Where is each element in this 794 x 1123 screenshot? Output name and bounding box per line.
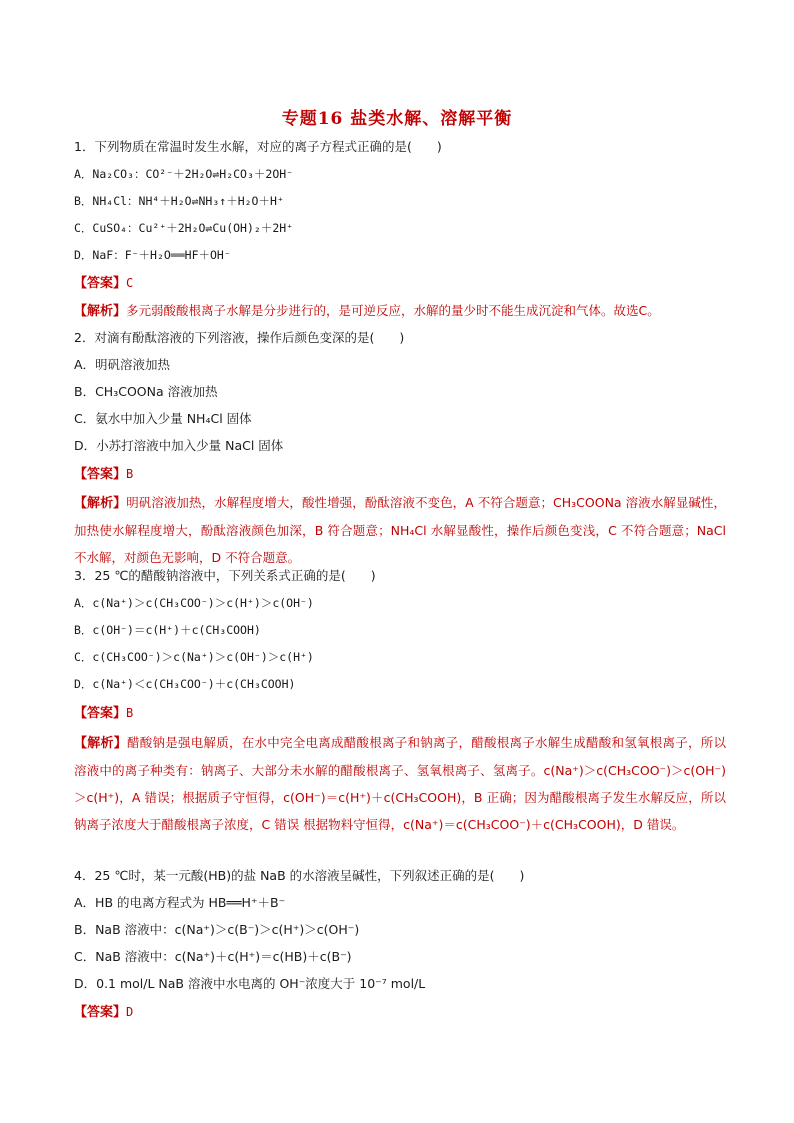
question-2-analysis bbox=[74, 489, 726, 571]
question-4-option-b: B．NaB 溶液中：c(Na⁺)＞c(B⁻)＞c(H⁺)＞c(OH⁻) bbox=[74, 922, 360, 937]
answer-value: C bbox=[126, 276, 134, 290]
answer-tag: 【答案】 bbox=[74, 706, 127, 721]
question-1-option-a: A．Na₂CO₃：CO²⁻＋2H₂O⇌H₂CO₃＋2OH⁻ bbox=[74, 167, 294, 181]
question-2-stem: 2．对滴有酚酞溶液的下列溶液，操作后颜色变深的是( ) bbox=[74, 330, 405, 345]
question-1-stem: 1．下列物质在常温时发生水解，对应的离子方程式正确的是( ) bbox=[74, 139, 442, 154]
answer-tag: 【答案】 bbox=[74, 467, 127, 482]
question-1-analysis bbox=[74, 297, 726, 325]
question-1-option-c: C．CuSO₄：Cu²⁺＋2H₂O⇌Cu(OH)₂＋2H⁺ bbox=[74, 221, 294, 235]
analysis-tag: 【解析】 bbox=[74, 304, 127, 319]
question-4-stem: 4．25 ℃时，某一元酸(HB)的盐 NaB 的水溶液呈碱性，下列叙述正确的是( ) bbox=[74, 868, 525, 883]
analysis-tag: 【解析】 bbox=[74, 736, 127, 751]
question-2-option-c: C．氨水中加入少量 NH₄Cl 固体 bbox=[74, 411, 252, 426]
question-2-option-a: A．明矾溶液加热 bbox=[74, 357, 171, 372]
question-4-answer bbox=[74, 1002, 133, 1023]
question-2-option-b: B．CH₃COONa 溶液加热 bbox=[74, 384, 218, 399]
page-title: 专题16 盐类水解、溶解平衡 bbox=[281, 109, 513, 129]
question-3-analysis bbox=[74, 729, 726, 838]
question-1-option-d: D．NaF：F⁻＋H₂O══HF＋OH⁻ bbox=[74, 248, 231, 262]
question-4-option-c: C．NaB 溶液中：c(Na⁺)＋c(H⁺)＝c(HB)＋c(B⁻) bbox=[74, 949, 352, 964]
analysis-text: 多元弱酸酸根离子水解是分步进行的，是可逆反应，水解的量少时不能生成沉淀和气体。故选C。 bbox=[126, 303, 660, 318]
question-3-answer bbox=[74, 703, 133, 724]
answer-value: D bbox=[126, 1005, 134, 1019]
question-3-option-a: A．c(Na⁺)＞c(CH₃COO⁻)＞c(H⁺)＞c(OH⁻) bbox=[74, 596, 314, 610]
analysis-tag: 【解析】 bbox=[74, 496, 127, 511]
analysis-text: 明矾溶液加热，水解程度增大，酸性增强，酚酞溶液不变色，A 不符合题意；CH₃COONa 溶液水解显碱性，加热使水解程度增大，酚酞溶液颜色加深，B 符合题意；NH₄Cl 水解显酸性，操作后颜色变浅，C 不符合题意；NaCl 不水解，对颜色无影响，D 不符合题意。 bbox=[74, 495, 726, 565]
question-4-option-a: A．HB 的电离方程式为 HB══H⁺＋B⁻ bbox=[74, 895, 286, 910]
question-1-option-b: B．NH₄Cl：NH⁴＋H₂O⇌NH₃↑＋H₂O＋H⁺ bbox=[74, 194, 284, 208]
answer-value: B bbox=[126, 706, 134, 720]
question-3-option-c: C．c(CH₃COO⁻)＞c(Na⁺)＞c(OH⁻)＞c(H⁺) bbox=[74, 650, 314, 664]
question-2-option-d: D．小苏打溶液中加入少量 NaCl 固体 bbox=[74, 438, 284, 453]
question-3-stem: 3．25 ℃的醋酸钠溶液中，下列关系式正确的是( ) bbox=[74, 568, 376, 583]
answer-tag: 【答案】 bbox=[74, 1005, 127, 1020]
question-1-answer bbox=[74, 273, 133, 294]
analysis-text: 醋酸钠是强电解质，在水中完全电离成醋酸根离子和钠离子，醋酸根离子水解生成醋酸和氢氧根离子，所以溶液中的离子种类有：钠离子、大部分未水解的醋酸根离子、氢氧根离子、氢离子。c(Na⁺)＞c(CH₃COO⁻)＞c(OH⁻)＞c(H⁺)，A 错误；根据质子守恒得，c(OH⁻)＝c(H⁺)＋c(CH₃COOH)，B 正确；因为醋酸根离子发生水解反应，所以钠离子浓度大于醋酸根离子浓度，C 错误 根据物料守恒得，c(Na⁺)＝c(CH₃COO⁻)＋c(CH₃COOH)，D 错误。 bbox=[74, 735, 726, 832]
question-4-option-d: D．0.1 mol/L NaB 溶液中水电离的 OH⁻浓度大于 10⁻⁷ mol/L bbox=[74, 976, 426, 991]
answer-value: B bbox=[126, 467, 134, 481]
answer-tag: 【答案】 bbox=[74, 276, 127, 291]
question-3-option-d: D．c(Na⁺)＜c(CH₃COO⁻)＋c(CH₃COOH) bbox=[74, 677, 296, 691]
question-3-option-b: B．c(OH⁻)＝c(H⁺)＋c(CH₃COOH) bbox=[74, 623, 261, 637]
question-2-answer bbox=[74, 464, 133, 485]
